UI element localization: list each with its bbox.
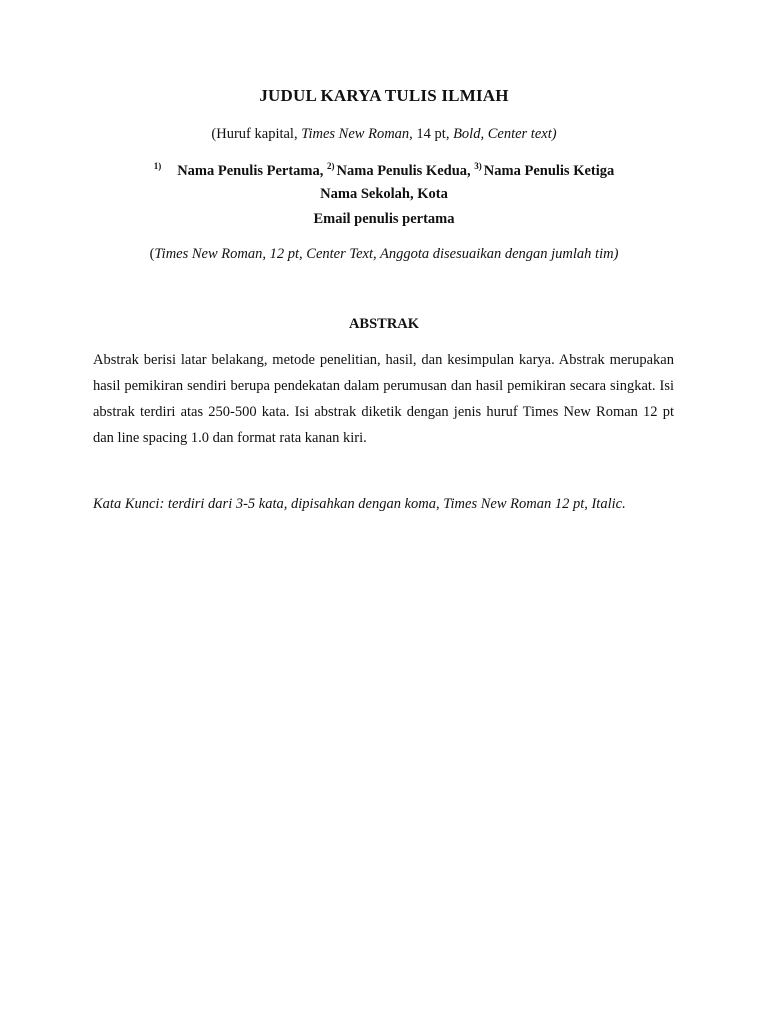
author2-superscript: 2): [327, 161, 335, 171]
document-title: JUDUL KARYA TULIS ILMIAH: [259, 86, 509, 105]
subtitle-font-name: Times New Roman,: [301, 126, 413, 142]
note-open-paren: (: [149, 246, 155, 262]
school-name: Nama Sekolah, Kota: [320, 186, 448, 202]
author1-superscript: 1): [153, 161, 162, 171]
author-format-note: [0, 246, 768, 263]
subtitle-center: Center text): [487, 126, 557, 142]
subtitle-size: 14 pt,: [412, 126, 454, 142]
subtitle-open-paren: (: [211, 126, 217, 142]
author-email: Email penulis pertama: [313, 211, 455, 227]
author3-superscript: 3): [474, 161, 482, 171]
author2-name: Nama Penulis Kedua,: [336, 163, 471, 179]
author1-name: Nama Penulis Pertama,: [177, 163, 324, 179]
title-format-note: [0, 126, 768, 143]
subtitle-part1: Huruf kapital,: [216, 126, 302, 142]
subtitle-bold: Bold,: [453, 126, 485, 142]
note-text: Times New Roman, 12 pt, Center Text, Anggota disesuaikan dengan jumlah tim): [154, 246, 619, 262]
author3-name: Nama Penulis Ketiga: [483, 163, 615, 179]
abstract-heading: ABSTRAK: [348, 316, 420, 332]
keywords-line: Kata Kunci: terdiri dari 3-5 kata, dipisahkan dengan koma, Times New Roman 12 pt, Italic.: [93, 496, 626, 512]
author-list: [0, 161, 768, 180]
abstract-body: Abstrak berisi latar belakang, metode penelitian, hasil, dan kesimpulan karya. Abstrak merupakan hasil pemikiran sendiri berupa pendekatan dalam perumusan dan hasil pemikiran secara singkat. Isi abstrak terdiri atas 250-500 kata. Isi abstrak diketik dengan jenis huruf Times New Roman 12 pt dan line spacing 1.0 dan format rata kanan kiri.: [93, 352, 674, 446]
